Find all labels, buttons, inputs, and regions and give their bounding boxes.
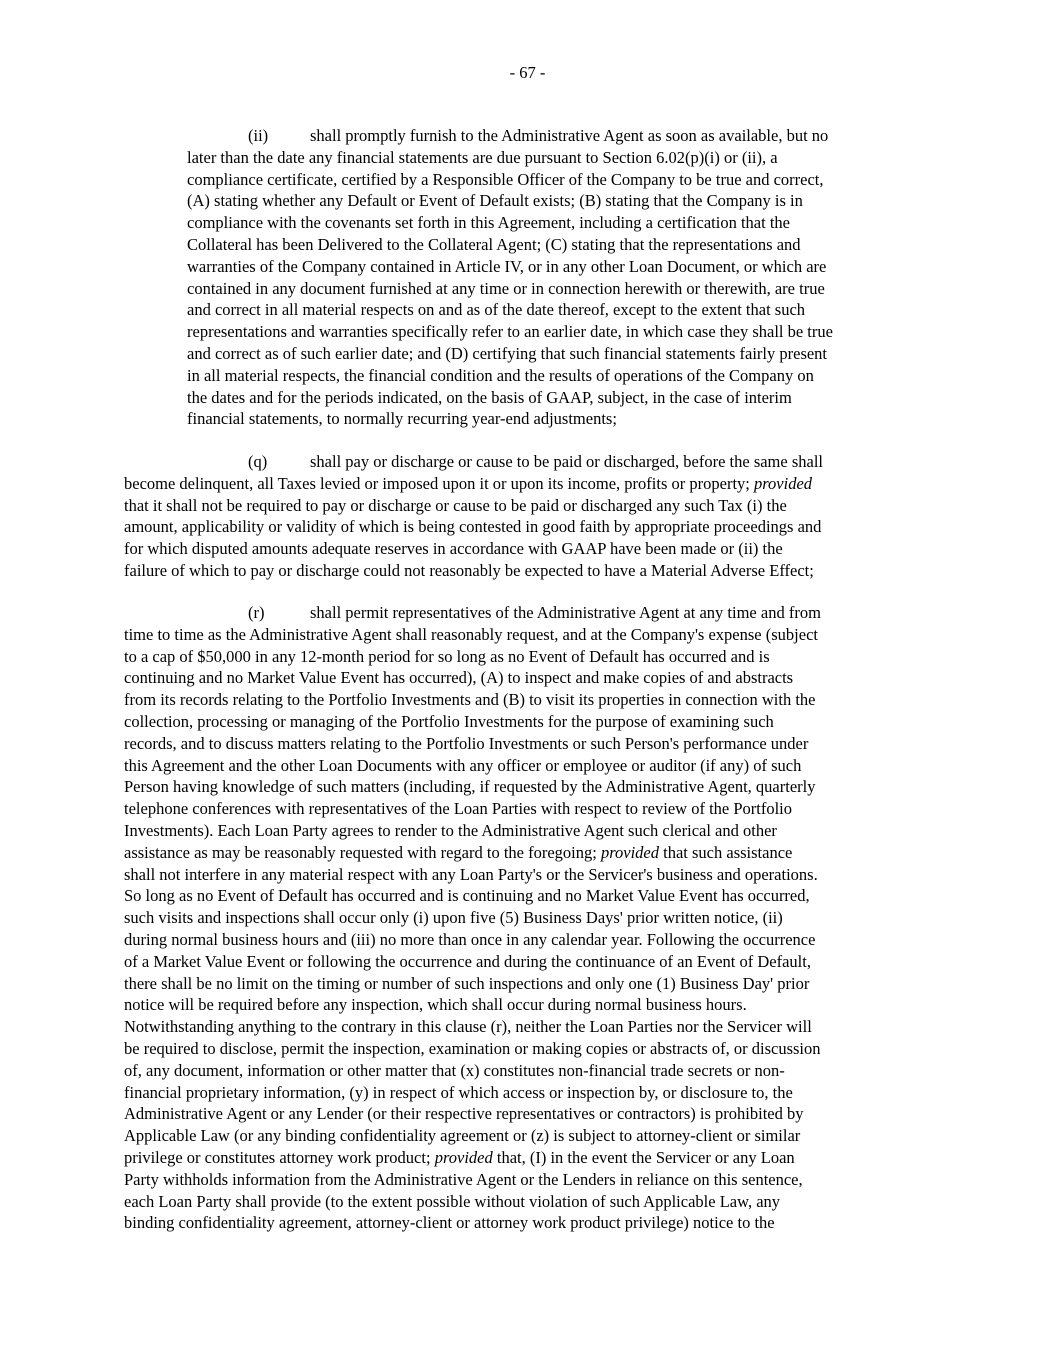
paragraph-ii-line: in all material respects, the financial condition and the results of operations of the Company on [187, 365, 814, 385]
paragraph-ii-line: financial statements, to normally recurring year-end adjustments; [187, 409, 617, 429]
paragraph-ii-line: representations and warranties specifically refer to an earlier date, in which case they shall be true [187, 322, 833, 342]
paragraph-r-line: continuing and no Market Value Event has occurred), (A) to inspect and make copies of and abstracts [124, 668, 794, 688]
paragraph-r-line: Notwithstanding anything to the contrary in this clause (r), neither the Loan Parties nor the Servicer will [124, 1017, 812, 1037]
paragraph-r-line: Investments). Each Loan Party agrees to render to the Administrative Agent such clerical and other [124, 820, 777, 840]
provided-term: provided [600, 842, 660, 862]
paragraph-ii [187, 125, 932, 430]
paragraph-r-line: there shall be no limit on the timing or number of such inspections and only one (1) Business Day' prior [124, 973, 810, 993]
paragraph-r-text: that such assistance [659, 842, 793, 862]
paragraph-q [124, 451, 932, 582]
paragraph-q-line [124, 473, 932, 495]
paragraph-r-line: binding confidentiality agreement, attorney-client or attorney work product privilege) notice to the [124, 1213, 775, 1233]
paragraph-ii-line: contained in any document furnished at any time or in connection herewith or therewith, are true [187, 278, 825, 298]
paragraph-r-line: shall not interfere in any material respect with any Loan Party's or the Servicer's business and operations. [124, 864, 818, 884]
provided-term: provided [434, 1147, 493, 1167]
paragraph-r-line: telephone conferences with representatives of the Loan Parties with respect to review of the Portfolio [124, 799, 793, 819]
paragraph-r-line: Person having knowledge of such matters (including, if requested by the Administrative Agent, quarterly [124, 777, 816, 797]
paragraph-q-line: amount, applicability or validity of which is being contested in good faith by appropriate proceedings and [124, 517, 822, 537]
provided-term: provided [754, 473, 813, 493]
paragraph-r-line: So long as no Event of Default has occurred and is continuing and no Market Value Event has occurred, [124, 886, 810, 906]
paragraph-ii-line: and correct as of such earlier date; and (D) certifying that such financial statements fairly present [187, 343, 828, 363]
paragraph-r-line: Administrative Agent or any Lender (or their respective representatives or contractors) is prohibited by [124, 1104, 804, 1124]
paragraph-r-enum: (r) [248, 603, 265, 622]
paragraph-q-line: failure of which to pay or discharge could not reasonably be expected to have a Material Adverse Effect; [124, 560, 814, 580]
paragraph-r-line: of a Market Value Event or following the occurrence and during the continuance of an Event of Default, [124, 951, 811, 971]
paragraph-r-line [124, 842, 932, 864]
paragraph-r-text: assistance as may be reasonably requested with regard to the foregoing; [124, 842, 601, 862]
paragraph-ii-line: the dates and for the periods indicated, on the basis of GAAP, subject, in the case of interim [187, 387, 792, 407]
paragraph-r-line: such visits and inspections shall occur only (i) upon five (5) Business Days' prior written notice, (ii) [124, 908, 783, 928]
paragraph-ii-line: (A) stating whether any Default or Event of Default exists; (B) stating that the Company is in [187, 191, 803, 211]
paragraph-r-line: Party withholds information from the Administrative Agent or the Lenders in reliance on this sentence, [124, 1169, 803, 1189]
paragraph-r-line: during normal business hours and (iii) no more than once in any calendar year. Following the occurrence [124, 929, 816, 949]
paragraph-ii-line [187, 125, 932, 147]
paragraph-r-line: of, any document, information or other matter that (x) constitutes non-financial trade secrets or non- [124, 1060, 785, 1080]
paragraph-r-line: financial proprietary information, (y) in respect of which access or inspection by, or disclosure to, the [124, 1082, 793, 1102]
paragraph-ii-line: Collateral has been Delivered to the Collateral Agent; (C) stating that the representations and [187, 234, 801, 254]
paragraph-r-line: from its records relating to the Portfolio Investments and (B) to visit its properties in connection with the [124, 690, 816, 710]
paragraph-q-text: shall pay or discharge or cause to be paid or discharged, before the same shall [310, 452, 824, 471]
paragraph-q-line [124, 451, 932, 473]
paragraph-ii-text: shall promptly furnish to the Administrative Agent as soon as available, but no [310, 126, 829, 145]
paragraph-ii-line: compliance certificate, certified by a Responsible Officer of the Company to be true and correct, [187, 169, 824, 189]
paragraph-q-enum: (q) [248, 452, 268, 471]
paragraph-r [124, 602, 932, 1234]
paragraph-ii-line: and correct in all material respects on and as of the date thereof, except to the extent that such [187, 300, 806, 320]
paragraph-r-text: that, (I) in the event the Servicer or any Loan [492, 1147, 795, 1167]
paragraph-r-line: be required to disclose, permit the inspection, examination or making copies or abstracts of, or discussion [124, 1038, 821, 1058]
paragraph-ii-enum: (ii) [248, 126, 269, 145]
paragraph-r-line: notice will be required before any inspection, which shall occur during normal business hours. [124, 995, 747, 1015]
paragraph-r-line: records, and to discuss matters relating to the Portfolio Investments or such Person's performance under [124, 733, 809, 753]
paragraph-r-line: time to time as the Administrative Agent shall reasonably request, and at the Company's expense (subject [124, 624, 818, 644]
page-number: - 67 - [509, 63, 546, 82]
paragraph-r-text: shall permit representatives of the Administrative Agent at any time and from [310, 603, 821, 622]
paragraph-r-line: to a cap of $50,000 in any 12-month period for so long as no Event of Default has occurred and is [124, 646, 770, 666]
paragraph-q-line: that it shall not be required to pay or discharge or cause to be paid or discharged any such Tax (i) the [124, 495, 787, 515]
paragraph-q-line: for which disputed amounts adequate reserves in accordance with GAAP have been made or (ii) the [124, 539, 783, 559]
paragraph-r-line: this Agreement and the other Loan Documents with any officer or employee or auditor (if any) of such [124, 755, 802, 775]
paragraph-r-line: collection, processing or managing of the Portfolio Investments for the purpose of examining such [124, 711, 774, 731]
paragraph-r-line [124, 1147, 932, 1169]
paragraph-r-line: each Loan Party shall provide (to the extent possible without violation of such Applicable Law, any [124, 1191, 781, 1211]
paragraph-r-line [124, 602, 932, 624]
paragraph-ii-line: later than the date any financial statements are due pursuant to Section 6.02(p)(i) or (ii), a [187, 147, 778, 167]
paragraph-ii-line: compliance with the covenants set forth in this Agreement, including a certification that the [187, 213, 790, 233]
paragraph-q-text: become delinquent, all Taxes levied or imposed upon it or upon its income, profits or property; [124, 473, 754, 493]
paragraph-ii-line: warranties of the Company contained in Article IV, or in any other Loan Document, or which are [187, 256, 827, 276]
paragraph-r-text: privilege or constitutes attorney work product; [124, 1147, 435, 1167]
paragraph-r-line: Applicable Law (or any binding confidentiality agreement or (z) is subject to attorney-client or similar [124, 1126, 801, 1146]
